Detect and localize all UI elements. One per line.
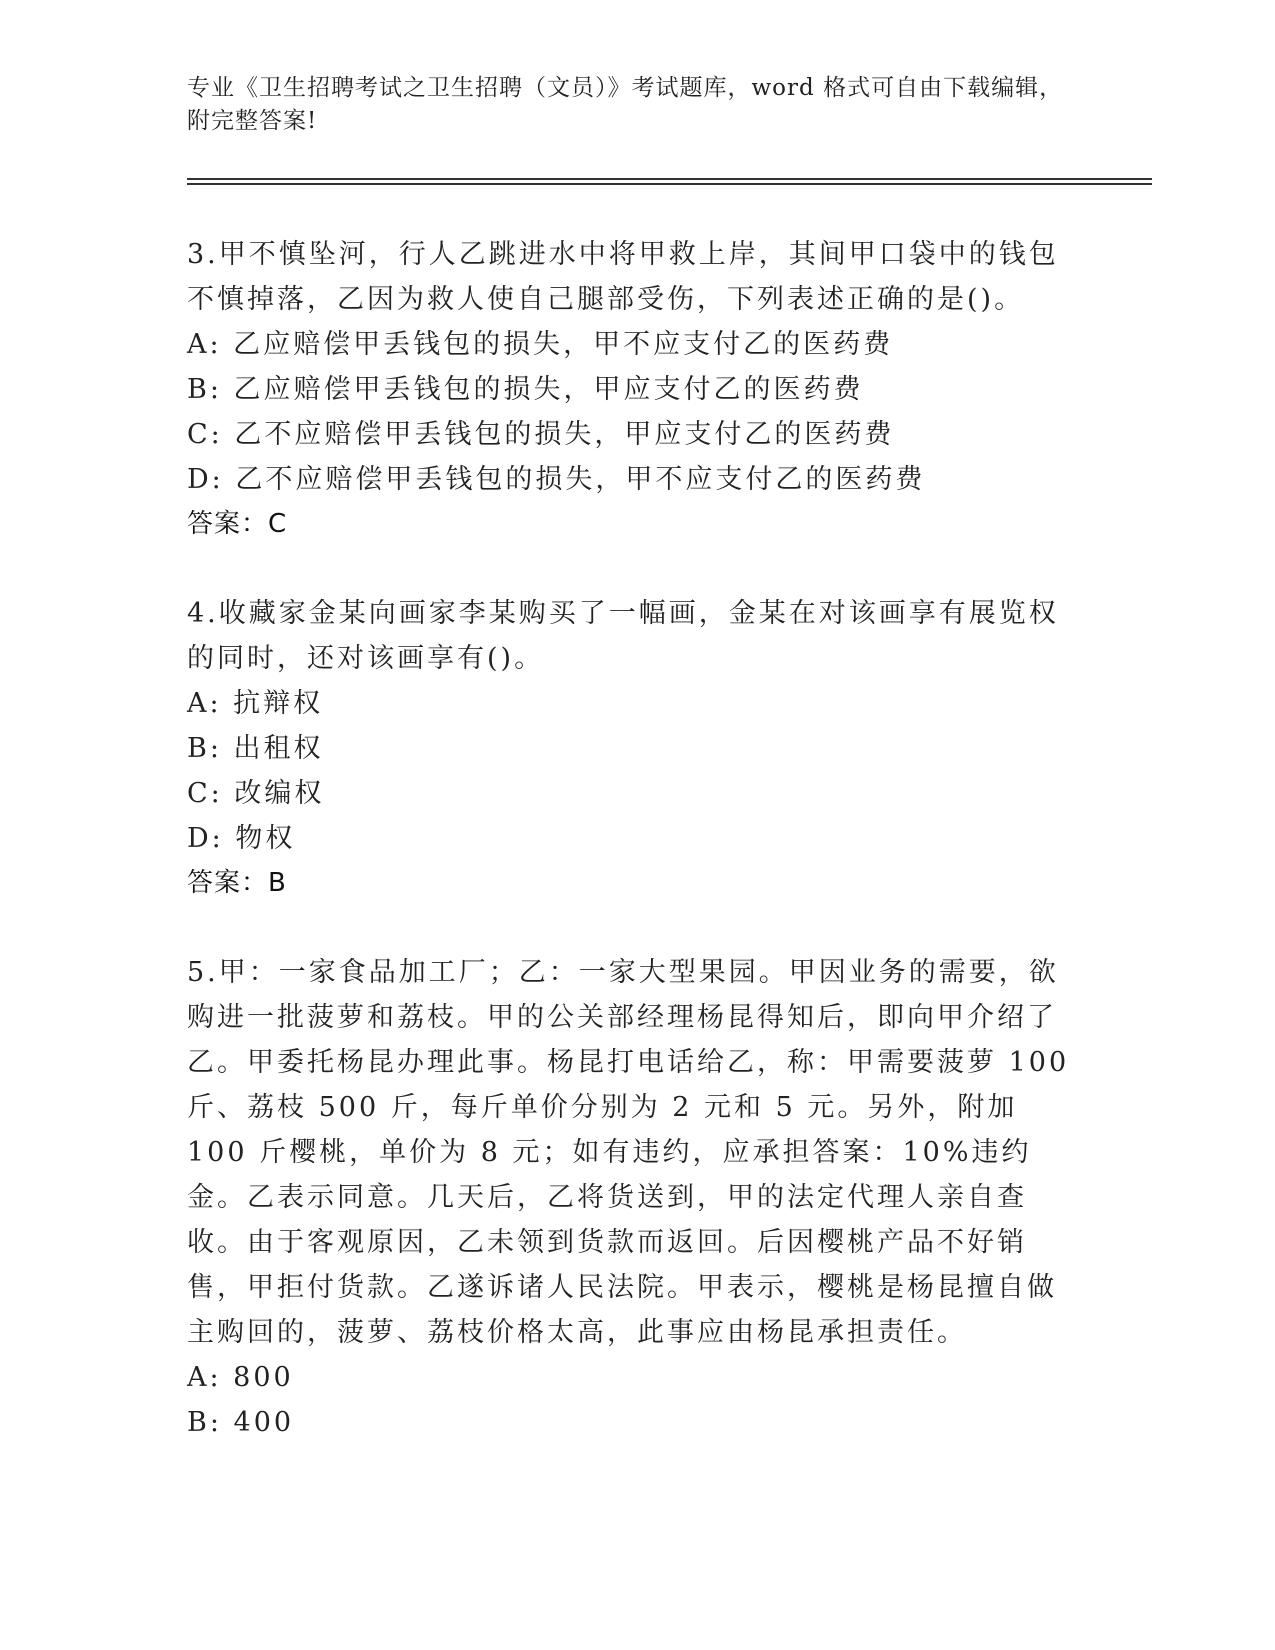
option-d: D: 物权 <box>187 823 296 854</box>
document-header: 专业《卫生招聘考试之卫生招聘（文员）》考试题库，word 格式可自由下载编辑，附完整答案! <box>187 75 1064 134</box>
header-divider-top <box>187 178 1152 180</box>
question-5 <box>187 950 1077 1445</box>
option-b: B: 400 <box>187 1407 295 1438</box>
option-a: A: 抗辩权 <box>187 688 324 719</box>
answer: 答案：C <box>187 509 288 539</box>
question-list <box>187 232 1077 1489</box>
option-c: C: 改编权 <box>187 778 325 809</box>
option-b: B: 乙应赔偿甲丢钱包的损失，甲应支付乙的医药费 <box>187 374 864 405</box>
option-a: A: 800 <box>187 1362 294 1393</box>
question-text: 3.甲不慎坠河，行人乙跳进水中将甲救上岸，其间甲口袋中的钱包不慎掉落，乙因为救人使自己腿部受伤，下列表述正确的是()。 <box>187 239 1059 315</box>
option-d: D: 乙不应赔偿甲丢钱包的损失，甲不应支付乙的医药费 <box>187 464 926 495</box>
answer: 答案：B <box>187 868 287 898</box>
option-a: A: 乙应赔偿甲丢钱包的损失，甲不应支付乙的医药费 <box>187 329 894 360</box>
option-c: C: 乙不应赔偿甲丢钱包的损失，甲应支付乙的医药费 <box>187 419 895 450</box>
header-divider-bottom <box>187 183 1152 185</box>
question-3 <box>187 232 1077 547</box>
option-b: B: 出租权 <box>187 733 324 764</box>
question-4 <box>187 591 1077 906</box>
question-text: 5.甲：一家食品加工厂；乙：一家大型果园。甲因业务的需要，欲购进一批菠萝和荔枝。甲的公关部经理杨昆得知后，即向甲介绍了乙。甲委托杨昆办理此事。杨昆打电话给乙，称：甲需要菠萝 100 斤、荔枝 500 斤，每斤单价分别为 2 元和 5 元。另外，附加 100 斤樱桃，单价为 8 元；如有违约，应承担答案：10%违约金。乙表示同意。几天后，乙将货送到，甲的法定代理人亲自查收。由于客观原因，乙未领到货款而返回。后因樱桃产品不好销售，甲拒付货款。乙遂诉诸人民法院。甲表示，樱桃是杨昆擅自做主购回的，菠萝、荔枝价格太高，此事应由杨昆承担责任。 <box>187 957 1070 1348</box>
question-text: 4.收藏家金某向画家李某购买了一幅画，金某在对该画享有展览权的同时，还对该画享有()。 <box>187 598 1059 674</box>
